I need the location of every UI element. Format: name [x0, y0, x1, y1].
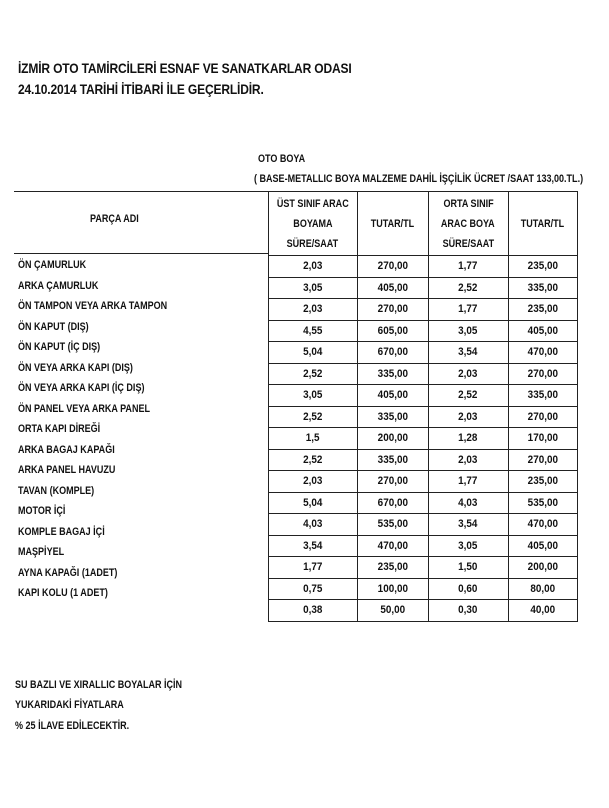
- table-row: [269, 557, 578, 579]
- cell-m-price: 200,00: [508, 557, 577, 579]
- cell-u-price: 270,00: [357, 299, 428, 321]
- cell-u-price: 670,00: [357, 342, 428, 364]
- part-name: ÖN VEYA ARKA KAPI (DIŞ): [18, 361, 133, 374]
- cell-m-time: 1,77: [428, 471, 508, 493]
- cell-m-price: 270,00: [508, 363, 577, 385]
- cell-u-time: 3,05: [269, 385, 358, 407]
- price-table: [268, 191, 578, 622]
- cell-m-time: 1,28: [428, 428, 508, 450]
- cell-u-price: 235,00: [357, 557, 428, 579]
- cell-u-time: 4,55: [269, 320, 358, 342]
- part-name-column: [18, 255, 200, 604]
- table-row: [269, 256, 578, 278]
- cell-m-price: 170,00: [508, 428, 577, 450]
- cell-m-time: 1,50: [428, 557, 508, 579]
- part-name: KAPI KOLU (1 ADET): [18, 587, 108, 599]
- cell-m-time: 2,03: [428, 449, 508, 471]
- footer-note-line1: SU BAZLI VE XIRALLIC BOYALAR İÇİN: [15, 679, 183, 691]
- part-name: ORTA KAPI DİREĞİ: [18, 423, 101, 435]
- table-row: [269, 578, 578, 600]
- cell-u-price: 535,00: [357, 514, 428, 536]
- cell-m-price: 270,00: [508, 406, 577, 428]
- part-name: ÖN KAPUT (İÇ DIŞ): [18, 341, 101, 353]
- part-name: KOMPLE BAGAJ İÇİ: [18, 525, 105, 538]
- cell-u-time: 4,03: [269, 514, 358, 536]
- cell-u-price: 335,00: [357, 363, 428, 385]
- cell-m-time: 0,30: [428, 600, 508, 622]
- cell-u-time: 1,77: [269, 557, 358, 579]
- cell-u-price: 50,00: [357, 600, 428, 622]
- cell-u-time: 2,52: [269, 449, 358, 471]
- cell-u-price: 270,00: [357, 471, 428, 493]
- upper-class-time-header: ÜST SINIF ARAC BOYAMA SÜRE/SAAT: [269, 192, 358, 256]
- cell-u-time: 3,05: [269, 277, 358, 299]
- cell-m-price: 270,00: [508, 449, 577, 471]
- table-row: [269, 449, 578, 471]
- table-row: [269, 320, 578, 342]
- cell-m-time: 3,54: [428, 514, 508, 536]
- cell-u-time: 5,04: [269, 342, 358, 364]
- cell-u-price: 335,00: [357, 449, 428, 471]
- cell-u-time: 2,52: [269, 406, 358, 428]
- cell-u-time: 0,75: [269, 578, 358, 600]
- cell-u-price: 270,00: [357, 256, 428, 278]
- part-name: ARKA PANEL HAVUZU: [18, 464, 116, 476]
- table-row: [269, 471, 578, 493]
- table-row: [269, 342, 578, 364]
- cell-m-price: 335,00: [508, 385, 577, 407]
- cell-u-time: 3,54: [269, 535, 358, 557]
- part-name: ARKA BAGAJ KAPAĞI: [18, 443, 115, 456]
- cell-u-time: 2,03: [269, 256, 358, 278]
- cell-m-time: 1,77: [428, 256, 508, 278]
- section-note: ( BASE-METALLIC BOYA MALZEME DAHİL İŞÇİLİK ÜCRET /SAAT 133,00.TL.): [254, 173, 584, 185]
- cell-m-price: 405,00: [508, 320, 577, 342]
- cell-m-price: 235,00: [508, 471, 577, 493]
- cell-u-time: 5,04: [269, 492, 358, 514]
- part-name: ARKA ÇAMURLUK: [18, 279, 99, 292]
- cell-m-time: 3,05: [428, 320, 508, 342]
- mid-class-price-header: TUTAR/TL: [508, 192, 577, 256]
- part-name: MOTOR İÇİ: [18, 505, 66, 517]
- cell-m-price: 235,00: [508, 256, 577, 278]
- cell-m-time: 0,60: [428, 578, 508, 600]
- table-row: [269, 299, 578, 321]
- cell-u-time: 2,03: [269, 471, 358, 493]
- cell-u-price: 405,00: [357, 385, 428, 407]
- footer-note-line2: YUKARIDAKİ FİYATLARA: [15, 699, 124, 711]
- cell-u-time: 2,52: [269, 363, 358, 385]
- cell-m-time: 4,03: [428, 492, 508, 514]
- part-name: ÖN TAMPON VEYA ARKA TAMPON: [18, 300, 168, 312]
- table-row: [269, 514, 578, 536]
- cell-m-price: 470,00: [508, 342, 577, 364]
- cell-m-time: 3,54: [428, 342, 508, 364]
- cell-m-time: 2,03: [428, 363, 508, 385]
- cell-m-time: 2,52: [428, 277, 508, 299]
- cell-m-price: 535,00: [508, 492, 577, 514]
- cell-u-price: 605,00: [357, 320, 428, 342]
- part-name: TAVAN (KOMPLE): [18, 484, 95, 497]
- upper-class-price-header: TUTAR/TL: [357, 192, 428, 256]
- part-name: ÖN ÇAMURLUK: [18, 259, 87, 271]
- part-name: MAŞPİYEL: [18, 546, 65, 558]
- cell-m-price: 40,00: [508, 600, 577, 622]
- cell-u-price: 670,00: [357, 492, 428, 514]
- table-row: [269, 600, 578, 622]
- cell-u-price: 200,00: [357, 428, 428, 450]
- cell-u-time: 0,38: [269, 600, 358, 622]
- cell-u-time: 2,03: [269, 299, 358, 321]
- cell-m-time: 1,77: [428, 299, 508, 321]
- table-header-row: [269, 192, 578, 256]
- cell-m-price: 335,00: [508, 277, 577, 299]
- table-row: [269, 385, 578, 407]
- footer-note-line3: % 25 İLAVE EDİLECEKTİR.: [15, 720, 130, 732]
- cell-m-time: 2,03: [428, 406, 508, 428]
- cell-m-price: 235,00: [508, 299, 577, 321]
- table-row: [269, 363, 578, 385]
- part-name: AYNA KAPAĞI (1ADET): [18, 566, 118, 579]
- part-name: ÖN VEYA ARKA KAPI (İÇ DIŞ): [18, 382, 145, 394]
- part-name: ÖN KAPUT (DIŞ): [18, 320, 89, 333]
- table-row: [269, 406, 578, 428]
- section-title: OTO BOYA: [258, 153, 306, 165]
- validity-date: 24.10.2014 TARİHİ İTİBARİ İLE GEÇERLİDİR.: [18, 81, 264, 97]
- table-row: [269, 535, 578, 557]
- cell-u-price: 100,00: [357, 578, 428, 600]
- table-row: [269, 428, 578, 450]
- part-header-frame: [14, 191, 268, 254]
- cell-m-time: 2,52: [428, 385, 508, 407]
- cell-u-time: 1,5: [269, 428, 358, 450]
- cell-m-price: 470,00: [508, 514, 577, 536]
- cell-m-price: 80,00: [508, 578, 577, 600]
- cell-u-price: 470,00: [357, 535, 428, 557]
- cell-m-time: 3,05: [428, 535, 508, 557]
- mid-class-time-header: ORTA SINIF ARAC BOYA SÜRE/SAAT: [428, 192, 508, 256]
- table-row: [269, 277, 578, 299]
- document-title: İZMİR OTO TAMİRCİLERİ ESNAF VE SANATKARLAR ODASI: [18, 60, 352, 76]
- table-row: [269, 492, 578, 514]
- part-name: ÖN PANEL VEYA ARKA PANEL: [18, 402, 150, 415]
- cell-m-price: 405,00: [508, 535, 577, 557]
- cell-u-price: 405,00: [357, 277, 428, 299]
- cell-u-price: 335,00: [357, 406, 428, 428]
- part-name-header: PARÇA ADI: [90, 213, 139, 225]
